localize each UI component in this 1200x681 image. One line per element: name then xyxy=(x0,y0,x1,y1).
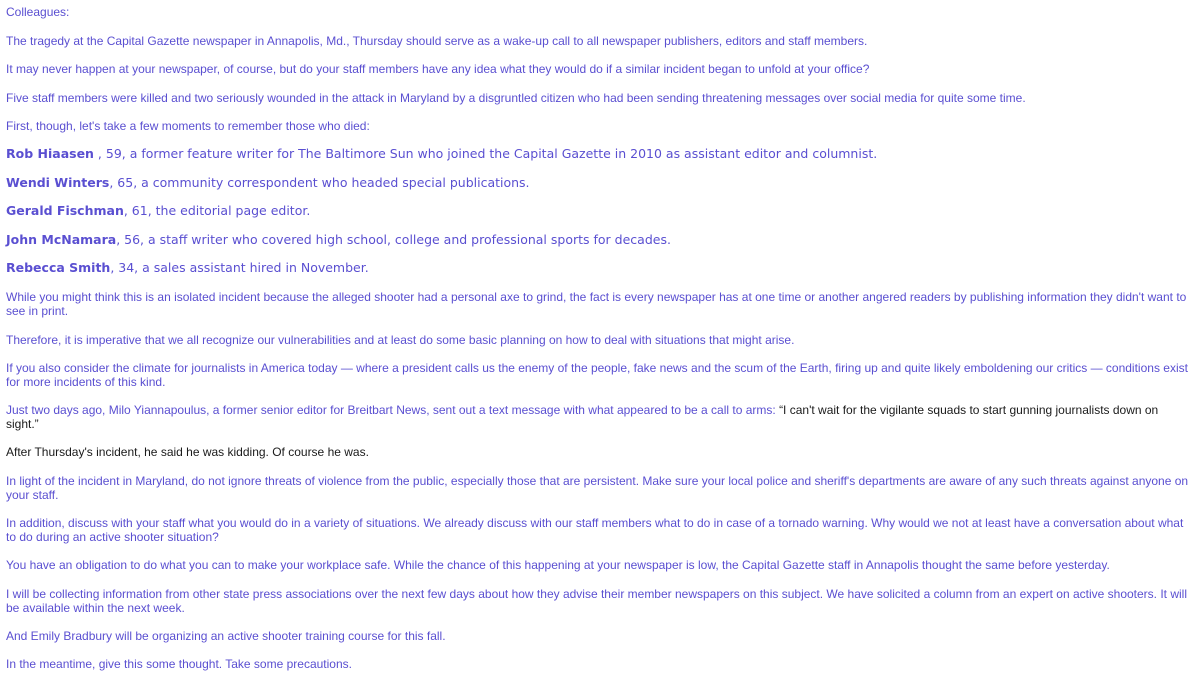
victim-description: , 65, a community correspondent who headed special publications. xyxy=(109,175,530,190)
paragraph-tragedy: The tragedy at the Capital Gazette newspaper in Annapolis, Md., Thursday should serve as a wake-up call to all newspaper publishers, editors and staff members. xyxy=(6,34,868,48)
victim-entry xyxy=(6,260,1192,275)
paragraph-never-happen: It may never happen at your newspaper, of course, but do your staff members have any idea what they would do if a similar incident began to unfold at your office? xyxy=(6,62,870,76)
victim-description: , 59, a former feature writer for The Baltimore Sun who joined the Capital Gazette in 2010 as assistant editor and columnist. xyxy=(93,146,878,161)
victim-description: , 56, a staff writer who covered high school, college and professional sports for decades. xyxy=(116,232,671,247)
victim-description: , 34, a sales assistant hired in November. xyxy=(110,260,369,275)
paragraph-imperative: Therefore, it is imperative that we all recognize our vulnerabilities and at least do some basic planning on how to deal with situations that might arise. xyxy=(6,333,795,347)
milo-quote: “I can't wait for the vigilante squads to start gunning journalists down on sight.” xyxy=(6,403,1159,431)
victim-description: , 61, the editorial page editor. xyxy=(123,203,311,218)
victim-name: Wendi Winters xyxy=(6,175,110,190)
victim-entry xyxy=(6,175,1192,190)
victim-name: Rebecca Smith xyxy=(6,260,111,275)
victim-name: Gerald Fischman xyxy=(6,203,124,218)
paragraph-kidding: After Thursday's incident, he said he was kidding. Of course he was. xyxy=(6,445,369,459)
paragraph-milo xyxy=(6,403,1192,431)
paragraph-isolated-incident: While you might think this is an isolated incident because the alleged shooter had a personal axe to grind, the fact is every newspaper has at one time or another angered readers by publishing information they didn't want to see in print. xyxy=(6,290,1187,318)
paragraph-five-killed: Five staff members were killed and two seriously wounded in the attack in Maryland by a disgruntled citizen who had been sending threatening messages over social media for quite some time. xyxy=(6,91,1026,105)
paragraph-remember: First, though, let's take a few moments to remember those who died: xyxy=(6,119,370,133)
paragraph-discuss: In addition, discuss with your staff what you would do in a variety of situations. We already discuss with our staff members what to do in case of a tornado warning. Why would we not at least have a conversation about what to do during an active shooter situation? xyxy=(6,516,1184,544)
paragraph-obligation: You have an obligation to do what you can to make your workplace safe. While the chance of this happening at your newspaper is low, the Capital Gazette staff in Annapolis thought the same before yesterday. xyxy=(6,558,1110,572)
paragraph-meantime: In the meantime, give this some thought. Take some precautions. xyxy=(6,657,352,671)
victim-entry xyxy=(6,146,1192,161)
victim-entry xyxy=(6,203,1192,218)
salutation: Colleagues: xyxy=(6,5,70,19)
paragraph-climate: If you also consider the climate for journalists in America today — where a president calls us the enemy of the people, fake news and the scum of the Earth, firing up and quite likely emboldening our critics — conditions exist for more incidents of this kind. xyxy=(6,361,1188,389)
victim-name: Rob Hiaasen xyxy=(6,146,94,161)
paragraph-collecting: I will be collecting information from other state press associations over the next few days about how they advise their member newspapers on this subject. We have solicited a column from an expert on active shooters. It will be available within the next week. xyxy=(6,587,1188,615)
milo-lead-text: Just two days ago, Milo Yiannapoulus, a former senior editor for Breitbart News, sent out a text message with what appeared to be a call to arms: xyxy=(6,403,780,417)
victim-entry xyxy=(6,232,1192,247)
paragraph-emily: And Emily Bradbury will be organizing an active shooter training course for this fall. xyxy=(6,629,446,643)
victim-name: John McNamara xyxy=(6,232,117,247)
paragraph-threats: In light of the incident in Maryland, do not ignore threats of violence from the public, especially those that are persistent. Make sure your local police and sheriff's departments are aware of any such threats against anyone on your staff. xyxy=(6,474,1189,502)
